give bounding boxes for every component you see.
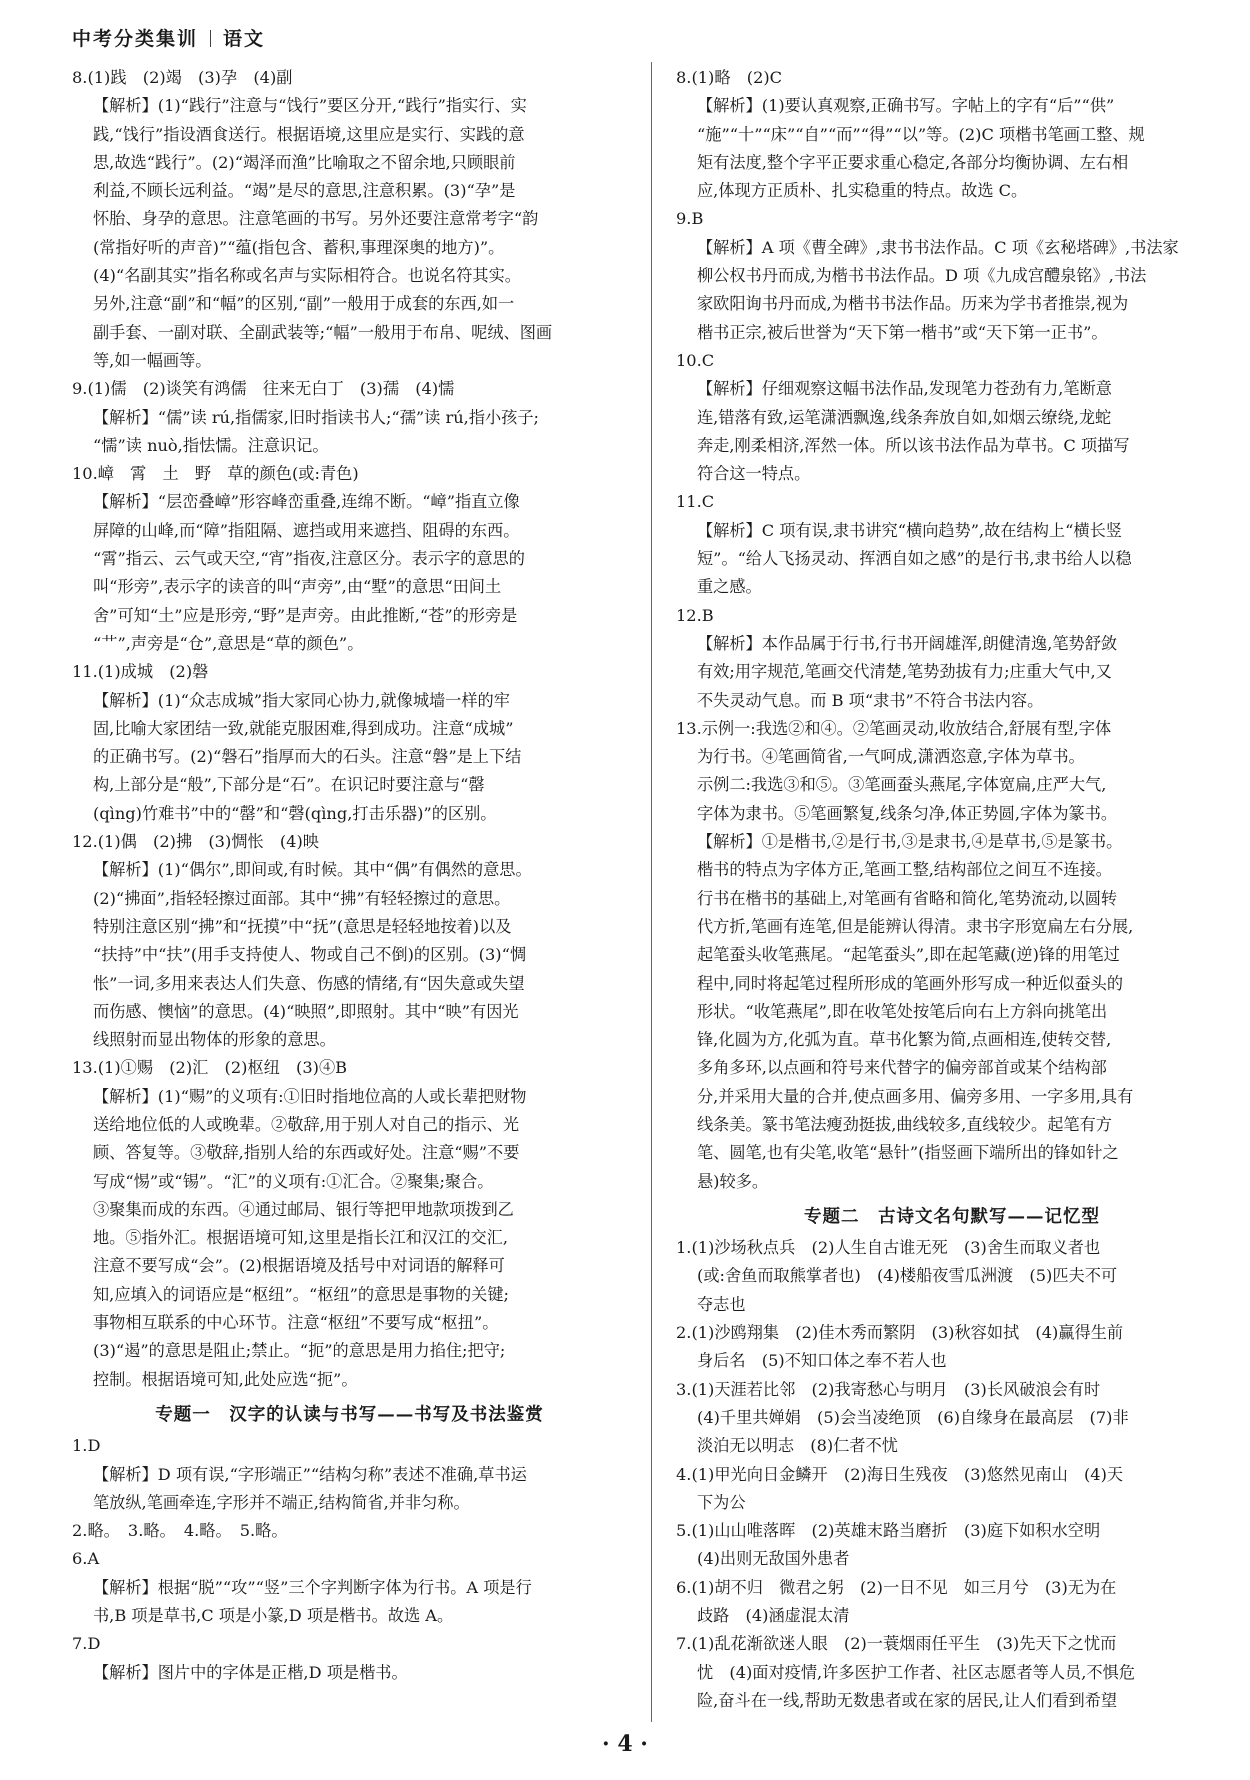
text-line: 不失灵动气息。而 B 项“隶书”不符合书法内容。 <box>697 690 1044 710</box>
text-line: 6.A <box>72 1549 100 1569</box>
left-column <box>72 64 627 1687</box>
text-line: 4.(1)甲光向日金鳞开 (2)海日生残夜 (3)悠然见南山 (4)天 <box>676 1464 1124 1484</box>
text-line: 8.(1)践 (2)竭 (3)孕 (4)副 <box>72 68 293 87</box>
text-line: 程中,同时将起笔过程所形成的笔画外形写成一种近似蚕头的 <box>697 973 1124 993</box>
text-line: 7.D <box>72 1634 101 1654</box>
text-line: 多角多环,以点画和符号来代替字的偏旁部首或某个结构部 <box>697 1058 1107 1078</box>
text-line: 9.(1)儒 (2)谈笑有鸿儒 往来无白丁 (3)孺 (4)懦 <box>72 379 455 399</box>
text-line: 顾、答复等。③敬辞,指别人给的东西或好处。注意“赐”不要 <box>93 1143 520 1163</box>
text-line: 线照射而显出物体的形象的意思。 <box>93 1030 336 1050</box>
text-line: 送给地位低的人或晚辈。②敬辞,用于别人对自己的指示、光 <box>93 1114 520 1134</box>
subject-label: 语文 <box>223 28 266 50</box>
text-line: 10.嶂 霄 土 野 草的颜色(或:青色) <box>72 464 359 484</box>
section-heading: 专题一 汉字的认读与书写——书写及书法鉴赏 <box>155 1404 544 1425</box>
text-line: 笔、圆笔,也有尖笔,收笔“悬针”(指竖画下端所出的锋如针之 <box>697 1143 1119 1163</box>
text-line: ③聚集而成的东西。④通过邮局、银行等把甲地款项拨到乙 <box>93 1199 514 1219</box>
text-line: 家欧阳询书丹而成,为楷书书法作品。历来为学书者推崇,视为 <box>697 294 1129 314</box>
text-line: 另外,注意“副”和“幅”的区别,“副”一般用于成套的东西,如一 <box>93 294 515 314</box>
text-line: 柳公权书丹而成,为楷书书法作品。D 项《九成宫醴泉铭》,书法 <box>697 266 1147 286</box>
text-line: 字体为隶书。⑤笔画繁复,线条匀净,体正势圆,字体为篆书。 <box>697 803 1118 823</box>
text-line: 屏障的山峰,而“障”指阻隔、遮挡或用来遮挡、阻碍的东西。 <box>93 520 520 540</box>
text-line: 夺志也 <box>697 1294 746 1314</box>
text-line: 连,错落有致,运笔潇洒飘逸,线条奔放自如,如烟云缭绕,龙蛇 <box>697 407 1112 427</box>
text-line: 短”。“给人飞扬灵动、挥洒自如之感”的是行书,隶书给人以稳 <box>697 549 1132 569</box>
text-line: 利益,不顾长远利益。“竭”是尽的意思,注意积累。(3)“孕”是 <box>93 181 516 201</box>
text-line: “扶持”中“扶”(用手支持使人、物或自己不倒)的区别。(3)“惆 <box>93 945 527 965</box>
text-line: (常指好听的声音)”“蕴(指包含、蓄积,事理深奥的地方)”。 <box>93 237 505 257</box>
text-line: 示例二:我选③和⑤。③笔画蚕头燕尾,字体宽扁,庄严大气, <box>697 775 1107 795</box>
text-line: 【解析】图片中的字体是正楷,D 项是楷书。 <box>93 1662 408 1682</box>
text-line: 【解析】“层峦叠嶂”形容峰峦重叠,连绵不断。“嶂”指直立像 <box>93 492 520 512</box>
text-line: 的正确书写。(2)“磐石”指厚而大的石头。注意“磐”是上下结 <box>93 747 522 767</box>
text-line: 5.(1)山山唯落晖 (2)英雄末路当磨折 (3)庭下如积水空明 <box>676 1521 1101 1541</box>
text-line: 【解析】(1)“践行”注意与“饯行”要区分开,“践行”指实行、实 <box>93 96 527 116</box>
text-line: (2)“拂面”,指轻轻擦过面部。其中“拂”有轻轻擦过的意思。 <box>93 888 511 908</box>
text-line: 应,体现方正质朴、扎实稳重的特点。故选 C。 <box>697 181 1028 201</box>
text-line: 舍”可知“土”应是形旁,“野”是声旁。由此推断,“苍”的形旁是 <box>93 605 518 625</box>
text-line: 【解析】(1)“众志成城”指大家同心协力,就像城墙一样的牢 <box>93 690 510 710</box>
text-line: 代方折,笔画有连笔,但是能辨认得清。隶书字形宽扁左右分展, <box>697 916 1134 936</box>
text-line: 【解析】A 项《曹全碑》,隶书书法作品。C 项《玄秘塔碑》,书法家 <box>697 237 1179 257</box>
text-line: “霄”指云、云气或天空,“宵”指夜,注意区分。表示字的意思的 <box>93 549 525 569</box>
text-line: 笔放纵,笔画牵连,字形并不端正,结构简省,并非匀称。 <box>93 1492 470 1512</box>
text-line: (4)千里共婵娟 (5)会当凌绝顶 (6)自缘身在最高层 (7)非 <box>697 1407 1129 1427</box>
text-line: 等,如一幅画等。 <box>93 350 212 370</box>
text-line: 行书在楷书的基础上,对笔画有省略和简化,笔势流动,以圆转 <box>697 888 1118 908</box>
text-line: 11.C <box>676 492 715 512</box>
text-line: 特别注意区别“拂”和“抚摸”中“抚”(意思是轻轻地按着)以及 <box>93 916 512 936</box>
text-line: 书,B 项是草书,C 项是小篆,D 项是楷书。故选 A。 <box>93 1606 454 1626</box>
text-line: (4)“名副其实”指名称或名声与实际相符合。也说名符其实。 <box>93 266 521 286</box>
text-line: 奔走,刚柔相济,浑然一体。所以该书法作品为草书。C 项描写 <box>697 435 1130 455</box>
text-line: 地。⑤指外汇。根据语境可知,这里是指长江和汉江的交汇, <box>93 1228 508 1248</box>
text-line: 6.(1)胡不归 微君之躬 (2)一日不见 如三月兮 (3)无为在 <box>676 1577 1117 1597</box>
text-line: 7.(1)乱花渐欲迷人眼 (2)一蓑烟雨任平生 (3)先天下之忧而 <box>676 1634 1117 1654</box>
text-line: 【解析】“儒”读 rú,指儒家,旧时指读书人;“孺”读 rú,指小孩子; <box>93 407 540 427</box>
text-line: 构,上部分是“般”,下部分是“石”。在识记时要注意与“罄 <box>93 775 485 795</box>
text-line: (3)“遏”的意思是阻止;禁止。“扼”的意思是用力掐住;把守; <box>93 1341 506 1361</box>
text-line: 控制。根据语境可知,此处应选“扼”。 <box>93 1369 358 1389</box>
text-line: 13.(1)①赐 (2)汇 (2)枢纽 (3)④B <box>72 1058 348 1078</box>
text-line: 12.B <box>676 605 714 625</box>
text-line: 践,“饯行”指设酒食送行。根据语境,这里应是实行、实践的意 <box>93 124 525 144</box>
text-line: 身后名 (5)不知口体之奉不若人也 <box>697 1351 947 1371</box>
text-line: 而伤感、懊恼”的意思。(4)“映照”,即照射。其中“映”有因光 <box>93 1001 519 1021</box>
text-line: 【解析】①是楷书,②是行书,③是隶书,④是草书,⑤是篆书。 <box>697 832 1123 852</box>
text-line: 8.(1)略 (2)C <box>676 68 783 87</box>
text-line: 为行书。④笔画简省,一气呵成,潇洒恣意,字体为草书。 <box>697 747 1085 767</box>
text-line: 【解析】C 项有误,隶书讲究“横向趋势”,故在结构上“横长竖 <box>697 520 1122 540</box>
text-line: 13.示例一:我选②和④。②笔画灵动,收放结合,舒展有型,字体 <box>676 718 1112 738</box>
text-line: 副手套、一副对联、全副武装等;“幅”一般用于布帛、呢绒、图画 <box>93 322 553 342</box>
text-line: 【解析】仔细观察这幅书法作品,发现笔力苍劲有力,笔断意 <box>697 379 1112 399</box>
page-number: · 4 · <box>602 1731 648 1757</box>
text-line: 怀胎、身孕的意思。注意笔画的书写。另外还要注意常考字“韵 <box>93 209 539 229</box>
text-line: “懦”读 nuò,指怯懦。注意识记。 <box>93 435 329 455</box>
text-line: (或:舍鱼而取熊掌者也) (4)楼船夜雪瓜洲渡 (5)匹夫不可 <box>697 1266 1118 1286</box>
text-line: 忧 (4)面对疫情,许多医护工作者、社区志愿者等人员,不惧危 <box>697 1662 1135 1682</box>
text-line: 3.(1)天涯若比邻 (2)我寄愁心与明月 (3)长风破浪会有时 <box>676 1379 1101 1399</box>
text-line: 怅”一词,多用来表达人们失意、伤感的情绪,有“因失意或失望 <box>93 973 525 993</box>
text-line: 【解析】D 项有误,“字形端正”“结构匀称”表述不准确,草书运 <box>93 1464 527 1484</box>
text-line: 1.D <box>72 1436 101 1456</box>
text-line: 线条美。篆书笔法瘦劲挺拔,曲线较多,直线较少。起笔有方 <box>697 1114 1112 1134</box>
text-line: 固,比喻大家团结一致,就能克服困难,得到成功。注意“成城” <box>93 718 514 738</box>
text-line: “施”“十”“床”“自”“而”“得”“以”等。(2)C 项楷书笔画工整、规 <box>697 124 1145 144</box>
text-line: 矩有法度,整个字平正要求重心稳定,各部分均衡协调、左右相 <box>697 152 1129 172</box>
text-line: 悬)较多。 <box>697 1171 769 1191</box>
section-heading: 专题二 古诗文名句默写——记忆型 <box>804 1206 1100 1227</box>
text-line: 2.(1)沙鸥翔集 (2)佳木秀而繁阴 (3)秋容如拭 (4)赢得生前 <box>676 1323 1124 1343</box>
text-line: 锋,化圆为方,化弧为直。草书化繁为简,点画相连,使转交替, <box>697 1030 1112 1050</box>
text-line: 楷书正宗,被后世誉为“天下第一楷书”或“天下第一正书”。 <box>697 322 1108 342</box>
text-line: 重之感。 <box>697 577 762 597</box>
text-line: 分,并采用大量的合并,使点画多用、偏旁多用、一字多用,具有 <box>697 1086 1134 1106</box>
text-line: 1.(1)沙场秋点兵 (2)人生自古谁无死 (3)舍生而取义者也 <box>676 1238 1101 1258</box>
text-line: 【解析】根据“脱”“攻”“竖”三个字判断字体为行书。A 项是行 <box>93 1577 532 1597</box>
text-line: 符合这一特点。 <box>697 464 811 484</box>
text-line: 【解析】(1)要认真观察,正确书写。字帖上的字有“后”“供” <box>697 96 1115 116</box>
header-separator <box>210 30 211 47</box>
text-line: 【解析】(1)“赐”的义项有:①旧时指地位高的人或长辈把财物 <box>93 1086 527 1106</box>
text-line: 写成“惕”或“锡”。“汇”的义项有:①汇合。②聚集;聚合。 <box>93 1171 494 1191</box>
right-column <box>676 64 1228 1715</box>
text-line: 2.略。 3.略。 4.略。 5.略。 <box>72 1521 288 1541</box>
text-line: 楷书的特点为字体方正,笔画工整,结构部位之间互不连接。 <box>697 860 1112 880</box>
text-line: 歧路 (4)涵虚混太清 <box>697 1606 850 1626</box>
text-line: “艹”,声旁是“仓”,意思是“草的颜色”。 <box>93 633 364 653</box>
text-line: 有效;用字规范,笔画交代清楚,笔势劲拔有力;庄重大气中,又 <box>697 662 1112 682</box>
text-line: 【解析】(1)“偶尔”,即间或,有时候。其中“偶”有偶然的意思。 <box>93 860 532 880</box>
text-line: 12.(1)偶 (2)拂 (3)惆怅 (4)映 <box>72 832 319 852</box>
text-line: 叫“形旁”,表示字的读音的叫“声旁”,由“墅”的意思“田间土 <box>93 577 502 597</box>
text-line: 10.C <box>676 350 715 370</box>
text-line: 知,应填入的词语应是“枢纽”。“枢纽”的意思是事物的关键; <box>93 1284 510 1304</box>
text-line: 注意不要写成“会”。(2)根据语境及括号中对词语的解释可 <box>93 1256 505 1276</box>
column-divider <box>651 62 652 1722</box>
text-line: 事物相互联系的中心环节。注意“枢纽”不要写成“枢扭”。 <box>93 1313 499 1333</box>
text-line: (qìng)竹难书”中的“罄”和“磬(qìng,打击乐器)”的区别。 <box>93 803 497 823</box>
text-line: 思,故选“践行”。(2)“竭泽而渔”比喻取之不留余地,只顾眼前 <box>93 152 516 172</box>
page-header <box>72 24 265 51</box>
text-line: 形状。“收笔燕尾”,即在收笔处按笔后向右上方斜向挑笔出 <box>697 1001 1108 1021</box>
text-line: 淡泊无以明志 (8)仁者不忧 <box>697 1436 898 1456</box>
text-line: 下为公 <box>697 1492 746 1512</box>
text-line: 起笔蚕头收笔燕尾。“起笔蚕头”,即在起笔藏(逆)锋的用笔过 <box>697 945 1120 965</box>
text-line: 11.(1)成城 (2)磐 <box>72 662 209 682</box>
text-line: 【解析】本作品属于行书,行书开阔雄浑,朗健清逸,笔势舒敛 <box>697 633 1118 653</box>
text-line: 9.B <box>676 209 704 229</box>
text-line: (4)出则无敌国外患者 <box>697 1549 850 1569</box>
text-line: 险,奋斗在一线,帮助无数患者或在家的居民,让人们看到希望 <box>697 1690 1118 1710</box>
series-title: 中考分类集训 <box>72 28 199 50</box>
